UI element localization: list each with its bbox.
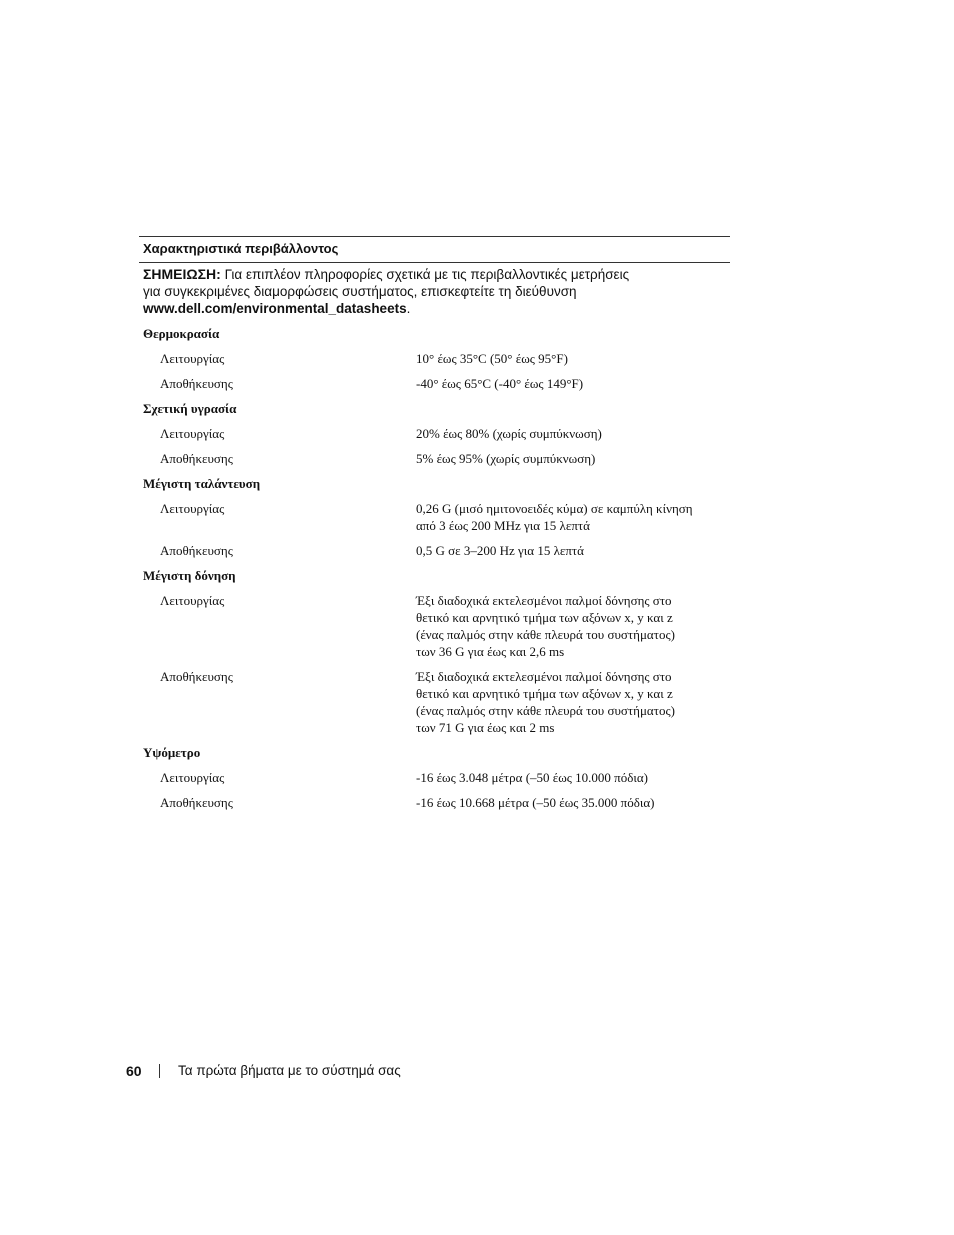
spec-row — [139, 375, 730, 400]
spec-row — [139, 350, 730, 375]
spec-value-line: (ένας παλμός στην κάθε πλευρά του συστήματος) — [416, 627, 675, 642]
spec-row — [139, 794, 730, 819]
spec-label: Αποθήκευσης — [160, 543, 233, 558]
footer-title: Τα πρώτα βήματα με το σύστημά σας — [178, 1063, 401, 1078]
spec-row — [139, 542, 730, 567]
spec-row — [139, 425, 730, 450]
group-title: Θερμοκρασία — [143, 326, 220, 341]
spec-value: 20% έως 80% (χωρίς συμπύκνωση) — [416, 426, 602, 441]
spec-label: Λειτουργίας — [160, 501, 225, 516]
spec-value-line: (ένας παλμός στην κάθε πλευρά του συστήματος) — [416, 703, 675, 718]
spec-row — [139, 500, 730, 542]
note-text-line1: Για επιπλέον πληροφορίες σχετικά με τις περιβαλλοντικές μετρήσεις — [220, 267, 630, 282]
spec-value: -40° έως 65°C (-40° έως 149°F) — [416, 376, 584, 391]
spec-value-line: θετικό και αρνητικό τμήμα των αξόνων x, y και z — [416, 610, 673, 625]
spec-row — [139, 769, 730, 794]
spec-row — [139, 668, 730, 744]
page-number: 60 — [126, 1063, 142, 1079]
note-text-line2: για συγκεκριμένες διαμορφώσεις συστήματος, επισκεφτείτε τη διεύθυνση — [143, 284, 577, 299]
spec-rows — [139, 325, 730, 819]
group-title: Υψόμετρο — [143, 745, 201, 760]
spec-value: 0,5 G σε 3–200 Hz για 15 λεπτά — [416, 543, 584, 558]
page-footer — [126, 1062, 401, 1080]
spec-value-line: των 36 G για έως και 2,6 ms — [416, 644, 565, 659]
spec-value-line: των 71 G για έως και 2 ms — [416, 720, 555, 735]
spec-value-line: Έξι διαδοχικά εκτελεσμένοι παλμοί δόνησης στο — [416, 593, 672, 608]
spec-row — [139, 592, 730, 668]
group-title: Μέγιστη ταλάντευση — [143, 476, 261, 491]
spec-label: Αποθήκευσης — [160, 451, 233, 466]
note-block — [139, 263, 673, 317]
spec-value: 5% έως 95% (χωρίς συμπύκνωση) — [416, 451, 596, 466]
spec-label: Αποθήκευσης — [160, 795, 233, 810]
spec-value — [416, 592, 711, 660]
note-label: ΣΗΜΕΙΩΣΗ: — [143, 266, 221, 282]
spec-label: Αποθήκευσης — [160, 376, 233, 391]
spec-value: -16 έως 3.048 μέτρα (–50 έως 10.000 πόδια) — [416, 770, 649, 785]
spec-row — [139, 450, 730, 475]
spec-value — [416, 668, 711, 736]
section-title: Χαρακτηριστικά περιβάλλοντος — [143, 241, 339, 256]
spec-value-line: 0,26 G (μισό ημιτονοειδές κύμα) σε καμπύλη κίνηση — [416, 501, 693, 516]
spec-value-line: θετικό και αρνητικό τμήμα των αξόνων x, y και z — [416, 686, 673, 701]
spec-label: Λειτουργίας — [160, 593, 225, 608]
spec-value: 10° έως 35°C (50° έως 95°F) — [416, 351, 568, 366]
spec-value-line: από 3 έως 200 MHz για 15 λεπτά — [416, 518, 590, 533]
spec-value: -16 έως 10.668 μέτρα (–50 έως 35.000 πόδια) — [416, 795, 655, 810]
group-title: Μέγιστη δόνηση — [143, 568, 236, 583]
footer-separator — [159, 1064, 160, 1078]
environment-spec-table — [139, 236, 730, 819]
spec-label: Λειτουργίας — [160, 770, 225, 785]
group-title: Σχετική υγρασία — [143, 401, 237, 416]
datasheet-link[interactable]: www.dell.com/environmental_datasheets — [143, 301, 407, 316]
spec-value-line: Έξι διαδοχικά εκτελεσμένοι παλμοί δόνησης στο — [416, 669, 672, 684]
spec-label: Λειτουργίας — [160, 351, 225, 366]
spec-value — [416, 500, 711, 534]
note-end: . — [406, 301, 411, 316]
spec-label: Λειτουργίας — [160, 426, 225, 441]
spec-label: Αποθήκευσης — [160, 669, 233, 684]
